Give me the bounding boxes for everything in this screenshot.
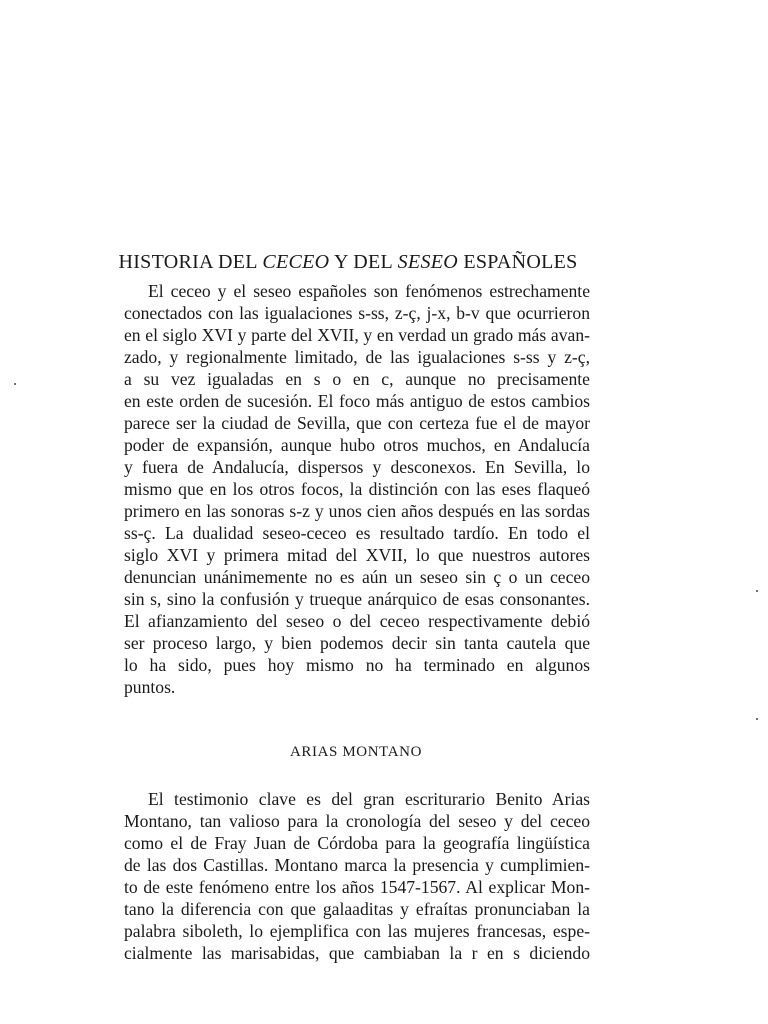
title-italic-ceceo: CECEO: [262, 251, 330, 273]
title-italic-seseo: SESEO: [397, 251, 459, 273]
text-line: zado, y regionalmente limitado, de las igualaciones s-ss y z-ç,: [124, 347, 590, 367]
section-heading: ARIAS MONTANO: [289, 744, 423, 760]
text-line: El testimonio clave es del gran escriturario Benito Arias: [148, 789, 590, 809]
scan-speck: [756, 590, 758, 592]
scan-speck: [14, 383, 16, 385]
text-line: primero en las sonoras s-z y unos cien años después en las sordas: [124, 501, 590, 521]
paragraph-arias-montano: [124, 788, 590, 964]
text-line: lo ha sido, pues hoy mismo no ha terminado en algunos: [124, 655, 590, 675]
text-line: El ceceo y el seseo españoles son fenómenos estrechamente: [148, 281, 590, 301]
text-line: siglo XVI y primera mitad del XVII, lo que nuestros autores: [124, 545, 590, 565]
scan-speck: [756, 718, 758, 720]
text-line: conectados con las igualaciones s-ss, z-ç, j-x, b-v que ocurrieron: [124, 303, 590, 323]
text-line: Montano, tan valioso para la cronología del seseo y del ceceo: [124, 811, 590, 831]
text-line: El afianzamiento del seseo o del ceceo respectivamente debió: [124, 611, 590, 631]
text-line: a su vez igualadas en s o en c, aunque no precisamente: [124, 369, 590, 389]
text-line: ser proceso largo, y bien podemos decir sin tanta cautela que: [124, 633, 590, 653]
text-line: en este orden de sucesión. El foco más antiguo de estos cambios: [124, 391, 590, 411]
text-line: y fuera de Andalucía, dispersos y desconexos. En Sevilla, lo: [124, 457, 590, 477]
text-line: to de este fenómeno entre los años 1547-1567. Al explicar Mon-: [124, 877, 590, 897]
text-line: parece ser la ciudad de Sevilla, que con certeza fue el de mayor: [124, 413, 590, 433]
text-line: palabra siboleth, lo ejemplifica con las mujeres francesas, espe-: [124, 921, 590, 941]
title-part1: HISTORIA DEL: [118, 251, 263, 273]
text-line: mismo que en los otros focos, la distinción con las eses flaqueó: [124, 479, 590, 499]
text-line: en el siglo XVI y parte del XVII, y en verdad un grado más avan-: [124, 325, 590, 345]
page-title: [0, 251, 696, 274]
text-line: puntos.: [124, 677, 176, 697]
paragraph-intro: [124, 280, 590, 698]
text-line: sin s, sino la confusión y trueque anárquico de esas consonantes.: [124, 589, 590, 609]
text-line: poder de expansión, aunque hubo otros muchos, en Andalucía: [124, 435, 590, 455]
title-part3: ESPAÑOLES: [458, 251, 578, 273]
text-line: de las dos Castillas. Montano marca la presencia y cumplimien-: [124, 855, 590, 875]
text-line: ss-ç. La dualidad seseo-ceceo es resultado tardío. En todo el: [124, 523, 590, 543]
text-line: tano la diferencia con que galaaditas y efraítas pronunciaban la: [124, 899, 590, 919]
title-part2: Y DEL: [329, 251, 398, 273]
text-line: cialmente las marisabidas, que cambiaban la r en s diciendo: [124, 943, 590, 963]
text-line: como el de Fray Juan de Córdoba para la geografía lingüística: [124, 833, 590, 853]
text-line: denuncian unánimemente no es aún un seseo sin ç o un ceceo: [124, 567, 590, 587]
